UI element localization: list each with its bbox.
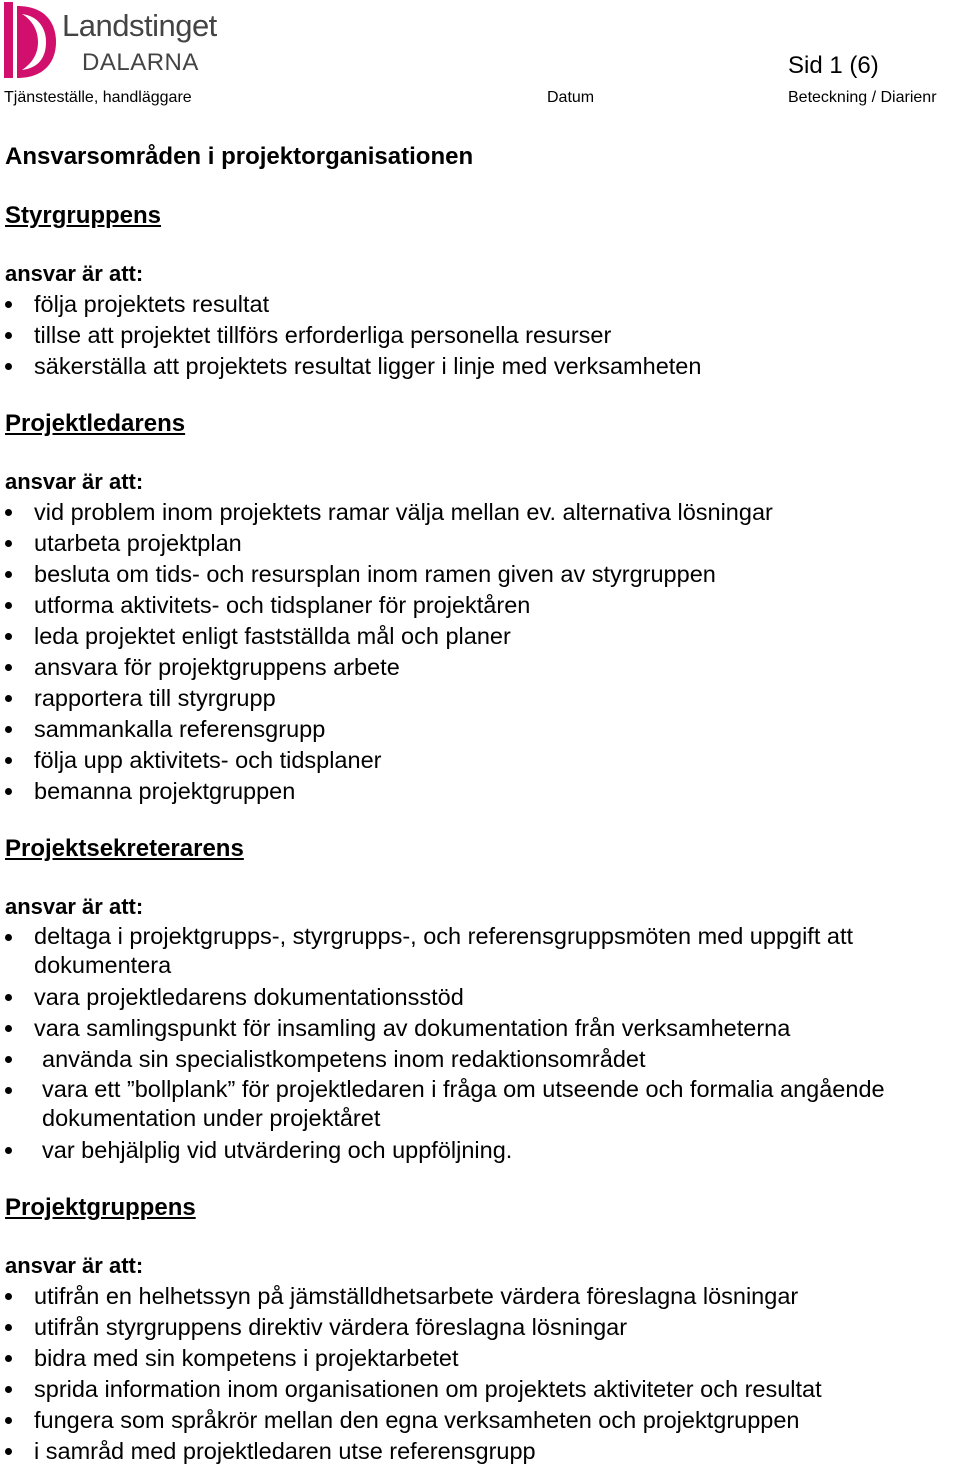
- list-item: vara ett ”bollplank” för projektledaren i fråga om utseende och formalia angående dokumentation under projektåret: [5, 1075, 960, 1133]
- section-intro: ansvar är att:: [5, 1253, 144, 1278]
- list-item: vara projektledarens dokumentationsstöd: [5, 982, 960, 1013]
- logo: [4, 2, 217, 82]
- list-item: använda sin specialistkompetens inom redaktionsområdet: [5, 1044, 960, 1075]
- list-item: följa upp aktivitets- och tidsplaner: [5, 745, 960, 776]
- section-heading: Styrgruppens: [5, 202, 162, 229]
- list-item: var behjälplig vid utvärdering och uppföljning.: [5, 1135, 960, 1166]
- header-field-handlaggare: Tjänsteställe, handläggare: [4, 89, 192, 106]
- section-projektsekreteraren: [5, 832, 960, 1166]
- logo-text-landstinget: Landstinget: [62, 8, 217, 43]
- section-heading: Projektledarens: [5, 410, 186, 437]
- list-item: sammankalla referensgrupp: [5, 714, 960, 745]
- section-styrgruppen: [5, 199, 960, 382]
- bullet-list: [5, 289, 960, 382]
- list-item: bemanna projektgruppen: [5, 776, 960, 807]
- section-heading: Projektgruppens: [5, 1194, 196, 1221]
- list-item: fungera som språkrör mellan den egna verksamheten och projektgruppen: [5, 1405, 960, 1436]
- list-item: vara samlingspunkt för insamling av dokumentation från verksamheterna: [5, 1013, 960, 1044]
- list-item: besluta om tids- och resursplan inom ramen given av styrgruppen: [5, 559, 960, 590]
- list-item: utforma aktivitets- och tidsplaner för projektåren: [5, 590, 960, 621]
- bullet-list: [5, 922, 960, 1166]
- section-intro: ansvar är att:: [5, 469, 144, 494]
- list-item: utarbeta projektplan: [5, 528, 960, 559]
- list-item: bidra med sin kompetens i projektarbetet: [5, 1343, 960, 1374]
- section-projektledaren: [5, 407, 960, 807]
- logo-mark: [4, 2, 58, 80]
- logo-text-dalarna: DALARNA: [82, 49, 199, 76]
- list-item: utifrån en helhetssyn på jämställdhetsarbete värdera föreslagna lösningar: [5, 1281, 960, 1312]
- bullet-list: [5, 1281, 960, 1467]
- header-field-beteckning: Beteckning / Diarienr: [788, 89, 937, 106]
- list-item: tillse att projektet tillförs erforderliga personella resurser: [5, 320, 960, 351]
- list-item: deltaga i projektgrupps-, styrgrupps-, och referensgruppsmöten med uppgift att dokumentera: [5, 922, 960, 980]
- list-item: utifrån styrgruppens direktiv värdera föreslagna lösningar: [5, 1312, 960, 1343]
- section-intro: ansvar är att:: [5, 894, 144, 919]
- header-field-datum: Datum: [547, 89, 595, 106]
- list-item: i samråd med projektledaren utse referensgrupp: [5, 1436, 960, 1467]
- document-body: [5, 140, 960, 1467]
- list-item: rapportera till styrgrupp: [5, 683, 960, 714]
- list-item: vid problem inom projektets ramar välja mellan ev. alternativa lösningar: [5, 497, 960, 528]
- list-item: säkerställa att projektets resultat ligger i linje med verksamheten: [5, 351, 960, 382]
- section-projektgruppen: [5, 1191, 960, 1467]
- page-number: Sid 1 (6): [788, 52, 879, 79]
- list-item: leda projektet enligt fastställda mål och planer: [5, 621, 960, 652]
- bullet-list: [5, 497, 960, 807]
- section-intro: ansvar är att:: [5, 261, 144, 286]
- list-item: ansvara för projektgruppens arbete: [5, 652, 960, 683]
- list-item: sprida information inom organisationen om projektets aktiviteter och resultat: [5, 1374, 960, 1405]
- document-title: Ansvarsområden i projektorganisationen: [5, 143, 474, 170]
- section-heading: Projektsekreterarens: [5, 835, 244, 862]
- list-item: följa projektets resultat: [5, 289, 960, 320]
